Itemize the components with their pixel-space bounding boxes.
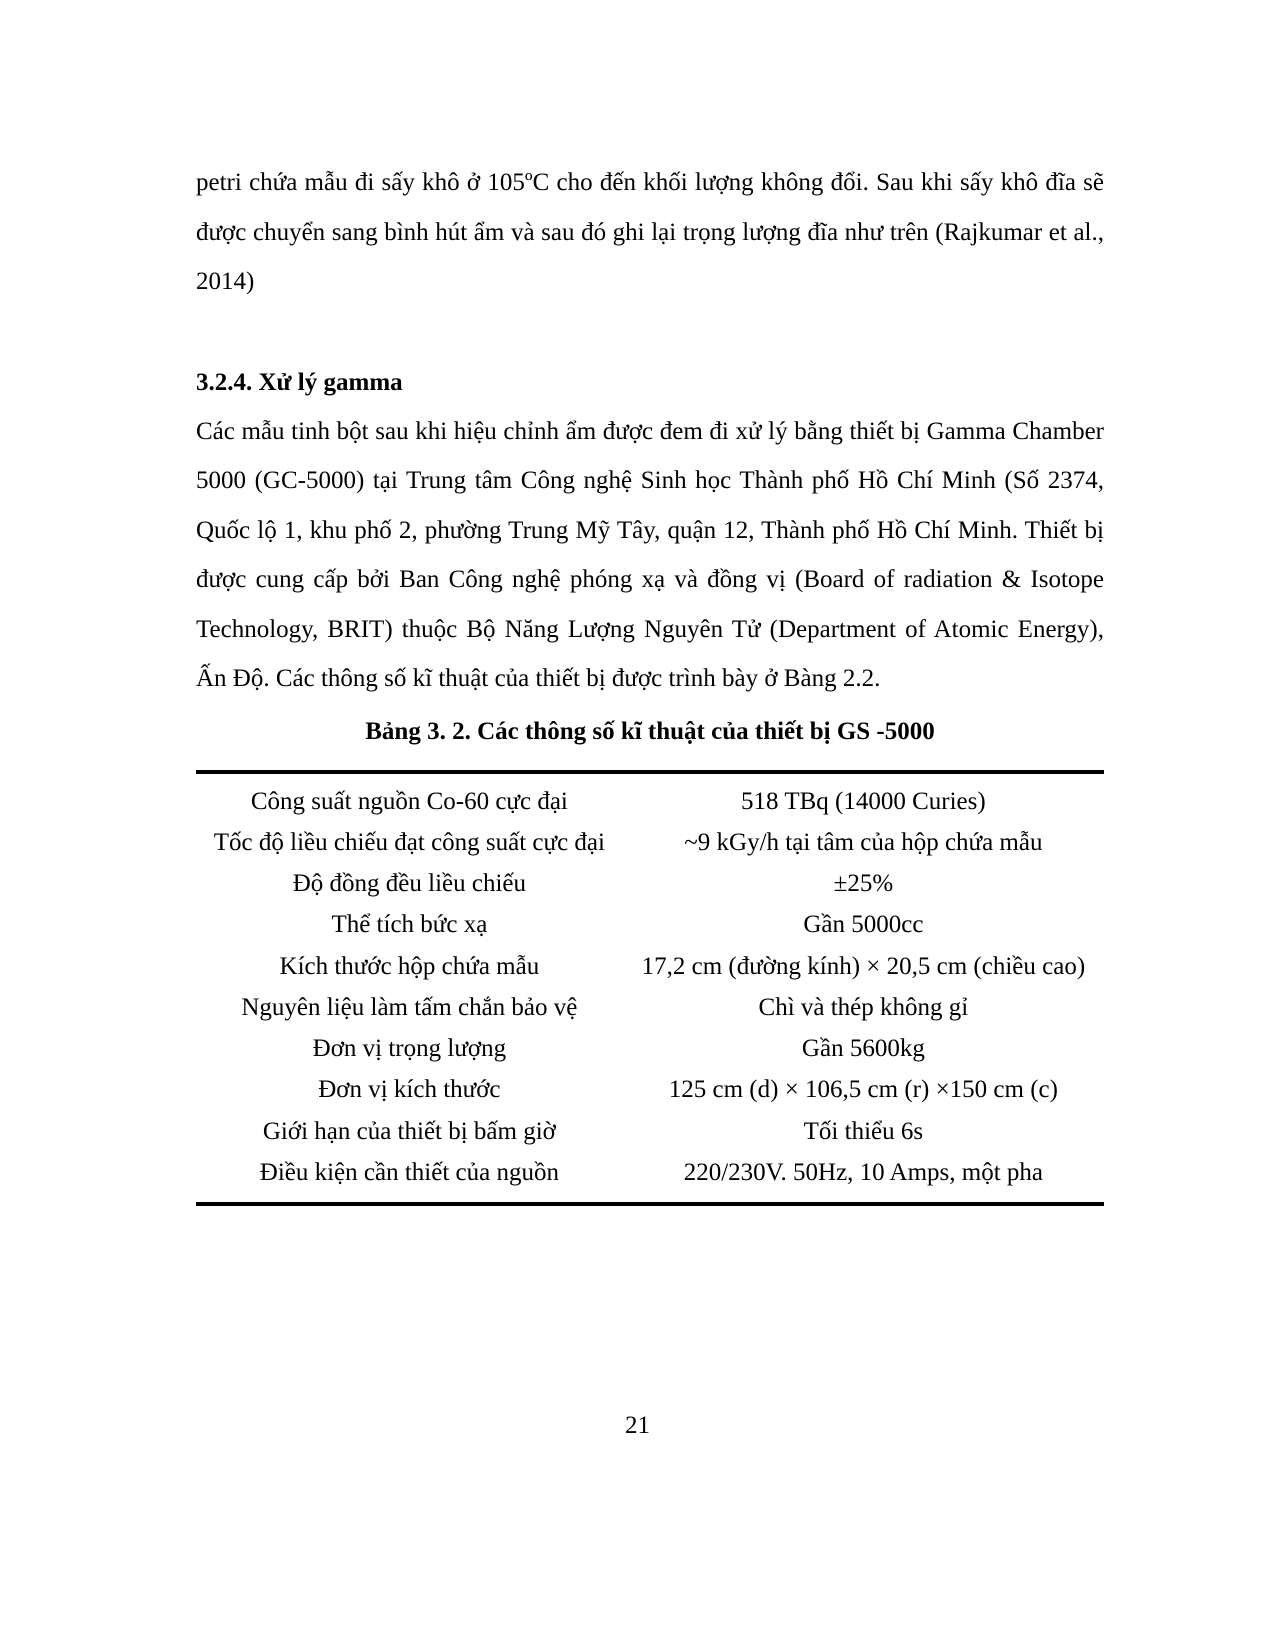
table-row [196, 772, 1104, 822]
spec-param: Thể tích bức xạ [331, 911, 488, 939]
section-heading-gamma-treatment: 3.2.4. Xử lý gamma [196, 368, 403, 396]
table-row [196, 904, 1104, 945]
table-caption: Bảng 3. 2. Các thông số kĩ thuật của thiết bị GS -5000 [365, 717, 935, 745]
spec-param: Công suất nguồn Co-60 cực đại [250, 787, 568, 815]
spec-param: Độ đồng đều liều chiếu [292, 870, 527, 897]
table-row [196, 1152, 1104, 1204]
spec-param: Đơn vị trọng lượng [312, 1035, 507, 1062]
spec-value: 17,2 cm (đường kính) × 20,5 cm (chiều cao) [641, 952, 1086, 980]
spec-value: 518 TBq (14000 Curies) [741, 787, 986, 815]
page-content [196, 158, 1104, 1206]
table-row [196, 1028, 1104, 1069]
page-number: 21 [625, 1412, 650, 1439]
spec-value: ±25% [833, 870, 894, 897]
paragraph-gamma-treatment: Các mẫu tinh bột sau khi hiệu chỉnh ẩm được đem đi xử lý bằng thiết bị Gamma Chamber 5000 (GC-5000) tại Trung tâm Công nghệ Sinh học Thành phố Hồ Chí Minh (Số 2374, Quốc lộ 1, khu phố 2, phường Trung Mỹ Tây, quận 12, Thành phố Hồ Chí Minh. Thiết bị được cung cấp bởi Ban Công nghệ phóng xạ và đồng vị (Board of radiation & Isotope Technology, BRIT) thuộc Bộ Năng Lượng Nguyên Tử (Department of Atomic Energy), Ấn Độ. Các thông số kĩ thuật của thiết bị được trình bày ở Bàng 2.2. [196, 417, 1104, 692]
spec-value: ~9 kGy/h tại tâm của hộp chứa mẫu [684, 828, 1043, 856]
paragraph-drying-procedure: petri chứa mẫu đi sấy khô ở 105ºC cho đến khối lượng không đổi. Sau khi sấy khô đĩa sẽ được chuyển sang bình hút ẩm và sau đó ghi lại trọng lượng đĩa như trên (Rajkumar et al., 2014) [196, 169, 1104, 295]
table-row [196, 946, 1104, 987]
spec-param: Đơn vị kích thước [318, 1076, 501, 1104]
spec-param: Kích thước hộp chứa mẫu [279, 952, 540, 980]
table-row [196, 822, 1104, 863]
spec-value: Gần 5000cc [803, 911, 924, 939]
spec-value: 220/230V. 50Hz, 10 Amps, một pha [683, 1158, 1043, 1186]
spec-table-gs5000 [196, 770, 1104, 1207]
table-row [196, 1069, 1104, 1110]
table-row [196, 1111, 1104, 1152]
spec-param: Giới hạn của thiết bị bấm giờ [262, 1117, 556, 1145]
spec-param: Tốc độ liều chiếu đạt công suất cực đại [213, 828, 605, 856]
spec-value: Chì và thép không gỉ [758, 993, 969, 1021]
spec-value: 125 cm (d) × 106,5 cm (r) ×150 cm (c) [668, 1076, 1058, 1104]
table-row [196, 863, 1104, 904]
table-row [196, 987, 1104, 1028]
spec-value: Gần 5600kg [801, 1035, 925, 1062]
spec-value: Tối thiểu 6s [803, 1117, 924, 1145]
spec-param: Điều kiện cần thiết của nguồn [259, 1158, 559, 1186]
spec-param: Nguyên liệu làm tấm chắn bảo vệ [241, 993, 578, 1021]
